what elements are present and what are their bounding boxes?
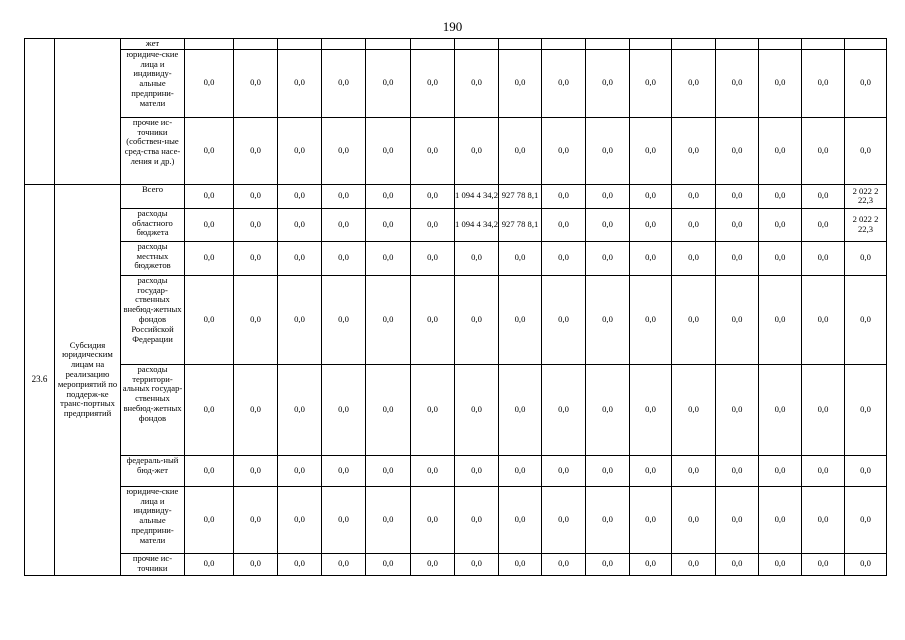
value-cell: 0,0 [278, 455, 322, 486]
funding-source-cell: расходы территори-альных государ-ственных внебюд-жетных фондов [121, 364, 185, 455]
value-cell: 0,0 [411, 486, 455, 553]
value-cell: 0,0 [411, 184, 455, 208]
value-cell: 0,0 [672, 553, 716, 575]
value-cell: 0,0 [499, 49, 542, 117]
funding-source-cell: жет [121, 39, 185, 50]
value-cell: 0,0 [759, 184, 802, 208]
value-cell: 0,0 [499, 275, 542, 364]
value-cell: 0,0 [542, 208, 586, 241]
table-row [25, 39, 887, 50]
value-cell: 0,0 [716, 275, 759, 364]
value-cell: 0,0 [759, 553, 802, 575]
value-cell: 0,0 [586, 117, 630, 184]
value-cell: 0,0 [542, 486, 586, 553]
value-cell: 927 78 8,1 [499, 208, 542, 241]
value-cell: 0,0 [366, 486, 411, 553]
value-cell: 0,0 [234, 364, 278, 455]
table-row [25, 49, 887, 117]
value-cell: 0,0 [716, 241, 759, 275]
value-cell: 2 022 2 22,3 [845, 184, 887, 208]
value-cell: 0,0 [455, 241, 499, 275]
value-cell: 0,0 [630, 241, 672, 275]
value-cell: 0,0 [278, 49, 322, 117]
value-cell: 0,0 [630, 208, 672, 241]
value-cell: 0,0 [411, 455, 455, 486]
value-cell: 0,0 [759, 455, 802, 486]
value-cell [499, 39, 542, 50]
value-cell: 0,0 [234, 486, 278, 553]
item-code-cell [25, 39, 55, 185]
value-cell: 1 094 4 34,2 [455, 184, 499, 208]
value-cell: 0,0 [322, 241, 366, 275]
value-cell: 0,0 [542, 49, 586, 117]
value-cell: 0,0 [234, 184, 278, 208]
item-name-cell [55, 39, 121, 185]
value-cell: 0,0 [542, 117, 586, 184]
value-cell: 0,0 [411, 275, 455, 364]
value-cell: 0,0 [455, 486, 499, 553]
value-cell [672, 39, 716, 50]
value-cell [630, 39, 672, 50]
value-cell: 0,0 [672, 117, 716, 184]
value-cell: 0,0 [672, 275, 716, 364]
value-cell: 0,0 [586, 184, 630, 208]
value-cell [322, 39, 366, 50]
value-cell: 0,0 [278, 553, 322, 575]
value-cell: 0,0 [499, 241, 542, 275]
value-cell: 0,0 [278, 364, 322, 455]
value-cell: 0,0 [322, 455, 366, 486]
value-cell: 0,0 [845, 117, 887, 184]
funding-source-cell: Всего [121, 184, 185, 208]
value-cell: 0,0 [802, 455, 845, 486]
value-cell: 0,0 [716, 364, 759, 455]
value-cell: 0,0 [322, 364, 366, 455]
value-cell: 0,0 [542, 275, 586, 364]
value-cell: 0,0 [759, 49, 802, 117]
value-cell: 0,0 [185, 49, 234, 117]
value-cell: 0,0 [630, 49, 672, 117]
value-cell: 0,0 [278, 184, 322, 208]
value-cell: 0,0 [672, 486, 716, 553]
value-cell: 0,0 [234, 553, 278, 575]
value-cell: 0,0 [802, 208, 845, 241]
value-cell: 0,0 [759, 241, 802, 275]
value-cell: 0,0 [542, 184, 586, 208]
table-row [25, 364, 887, 455]
value-cell [845, 39, 887, 50]
value-cell [716, 39, 759, 50]
value-cell: 0,0 [542, 553, 586, 575]
table-row [25, 208, 887, 241]
value-cell [759, 39, 802, 50]
value-cell: 0,0 [630, 486, 672, 553]
value-cell: 0,0 [234, 208, 278, 241]
value-cell [455, 39, 499, 50]
value-cell: 0,0 [845, 364, 887, 455]
value-cell: 0,0 [586, 455, 630, 486]
table-row [25, 486, 887, 553]
value-cell: 0,0 [716, 49, 759, 117]
value-cell: 0,0 [802, 49, 845, 117]
value-cell: 0,0 [759, 208, 802, 241]
value-cell [234, 39, 278, 50]
value-cell: 0,0 [278, 275, 322, 364]
value-cell: 0,0 [366, 49, 411, 117]
value-cell: 0,0 [278, 486, 322, 553]
value-cell: 0,0 [185, 275, 234, 364]
value-cell [542, 39, 586, 50]
funding-source-cell: расходы местных бюджетов [121, 241, 185, 275]
funding-source-cell: федераль-ный бюд-жет [121, 455, 185, 486]
funding-source-cell: прочие ис-точники (собствен-ные сред-ства насе-ления и др.) [121, 117, 185, 184]
value-cell: 0,0 [802, 275, 845, 364]
value-cell: 0,0 [499, 553, 542, 575]
value-cell: 0,0 [586, 364, 630, 455]
funding-source-cell: прочие ис-точники [121, 553, 185, 575]
value-cell: 0,0 [366, 184, 411, 208]
value-cell: 0,0 [234, 117, 278, 184]
value-cell: 0,0 [366, 553, 411, 575]
value-cell: 0,0 [455, 49, 499, 117]
page-number: 190 [442, 19, 463, 34]
value-cell: 0,0 [455, 455, 499, 486]
value-cell: 0,0 [672, 455, 716, 486]
value-cell: 0,0 [234, 49, 278, 117]
value-cell: 0,0 [586, 486, 630, 553]
value-cell: 0,0 [499, 364, 542, 455]
value-cell: 0,0 [802, 364, 845, 455]
value-cell: 0,0 [845, 455, 887, 486]
value-cell: 0,0 [455, 275, 499, 364]
value-cell: 0,0 [322, 184, 366, 208]
value-cell: 0,0 [322, 49, 366, 117]
value-cell: 0,0 [185, 208, 234, 241]
value-cell: 0,0 [185, 184, 234, 208]
value-cell: 0,0 [845, 275, 887, 364]
value-cell: 0,0 [366, 364, 411, 455]
value-cell: 0,0 [759, 117, 802, 184]
value-cell: 0,0 [586, 553, 630, 575]
value-cell: 0,0 [411, 364, 455, 455]
value-cell: 0,0 [759, 486, 802, 553]
value-cell: 0,0 [802, 553, 845, 575]
value-cell: 0,0 [366, 275, 411, 364]
value-cell: 0,0 [499, 455, 542, 486]
value-cell: 0,0 [542, 241, 586, 275]
value-cell: 0,0 [845, 486, 887, 553]
value-cell: 0,0 [716, 553, 759, 575]
funding-source-cell: юридиче-ские лица и индивиду-альные предприни-матели [121, 49, 185, 117]
value-cell: 0,0 [630, 553, 672, 575]
value-cell: 0,0 [630, 117, 672, 184]
value-cell: 0,0 [234, 455, 278, 486]
item-code-cell: 23.6 [25, 184, 55, 575]
budget-table [24, 38, 887, 576]
value-cell: 0,0 [411, 49, 455, 117]
value-cell: 0,0 [542, 455, 586, 486]
value-cell [411, 39, 455, 50]
table-row [25, 455, 887, 486]
value-cell: 0,0 [586, 208, 630, 241]
value-cell: 0,0 [672, 241, 716, 275]
funding-source-cell: расходы государ-ственных внебюд-жетных фондов Российской Федерации [121, 275, 185, 364]
table-row [25, 117, 887, 184]
value-cell: 0,0 [802, 486, 845, 553]
value-cell: 0,0 [185, 553, 234, 575]
value-cell: 0,0 [278, 208, 322, 241]
value-cell: 0,0 [759, 364, 802, 455]
value-cell: 0,0 [366, 117, 411, 184]
value-cell: 0,0 [366, 208, 411, 241]
value-cell: 0,0 [411, 241, 455, 275]
value-cell: 0,0 [185, 455, 234, 486]
value-cell: 0,0 [586, 49, 630, 117]
value-cell: 0,0 [234, 275, 278, 364]
funding-source-cell: юридиче-ские лица и индивиду-альные предприни-матели [121, 486, 185, 553]
value-cell: 0,0 [322, 553, 366, 575]
value-cell: 0,0 [672, 184, 716, 208]
value-cell: 0,0 [672, 49, 716, 117]
value-cell [366, 39, 411, 50]
table-row [25, 241, 887, 275]
value-cell: 0,0 [716, 208, 759, 241]
value-cell: 0,0 [455, 364, 499, 455]
value-cell: 0,0 [455, 553, 499, 575]
table-row [25, 184, 887, 208]
value-cell: 0,0 [411, 553, 455, 575]
value-cell: 0,0 [630, 275, 672, 364]
value-cell: 0,0 [411, 117, 455, 184]
value-cell: 0,0 [672, 208, 716, 241]
item-name-text: Субсидия юридическим лицам на реализацию мероприятий по поддерж-ке транс-портных предприятий [57, 339, 118, 419]
value-cell: 0,0 [845, 49, 887, 117]
value-cell: 0,0 [630, 455, 672, 486]
value-cell: 0,0 [630, 184, 672, 208]
value-cell: 0,0 [366, 241, 411, 275]
value-cell: 0,0 [716, 184, 759, 208]
value-cell: 0,0 [586, 241, 630, 275]
value-cell: 0,0 [322, 117, 366, 184]
value-cell: 0,0 [278, 241, 322, 275]
value-cell: 0,0 [716, 455, 759, 486]
value-cell: 0,0 [716, 486, 759, 553]
value-cell: 927 78 8,1 [499, 184, 542, 208]
funding-source-cell: расходы областного бюджета [121, 208, 185, 241]
value-cell: 0,0 [499, 117, 542, 184]
value-cell: 0,0 [322, 275, 366, 364]
value-cell: 0,0 [366, 455, 411, 486]
value-cell [278, 39, 322, 50]
value-cell: 0,0 [234, 241, 278, 275]
value-cell [802, 39, 845, 50]
value-cell: 0,0 [278, 117, 322, 184]
value-cell [586, 39, 630, 50]
value-cell: 0,0 [185, 486, 234, 553]
value-cell: 0,0 [542, 364, 586, 455]
table-row [25, 275, 887, 364]
value-cell: 0,0 [185, 241, 234, 275]
value-cell: 0,0 [672, 364, 716, 455]
value-cell: 0,0 [411, 208, 455, 241]
table-row [25, 553, 887, 575]
value-cell: 0,0 [802, 241, 845, 275]
value-cell: 0,0 [802, 184, 845, 208]
value-cell: 0,0 [586, 275, 630, 364]
value-cell: 0,0 [455, 117, 499, 184]
value-cell [185, 39, 234, 50]
value-cell: 2 022 2 22,3 [845, 208, 887, 241]
value-cell: 0,0 [499, 486, 542, 553]
value-cell: 0,0 [185, 117, 234, 184]
value-cell: 1 094 4 34,2 [455, 208, 499, 241]
value-cell: 0,0 [322, 208, 366, 241]
value-cell: 0,0 [759, 275, 802, 364]
value-cell: 0,0 [716, 117, 759, 184]
value-cell: 0,0 [630, 364, 672, 455]
value-cell: 0,0 [845, 553, 887, 575]
value-cell: 0,0 [322, 486, 366, 553]
value-cell: 0,0 [845, 241, 887, 275]
value-cell: 0,0 [185, 364, 234, 455]
item-name-cell [55, 184, 121, 575]
value-cell: 0,0 [802, 117, 845, 184]
